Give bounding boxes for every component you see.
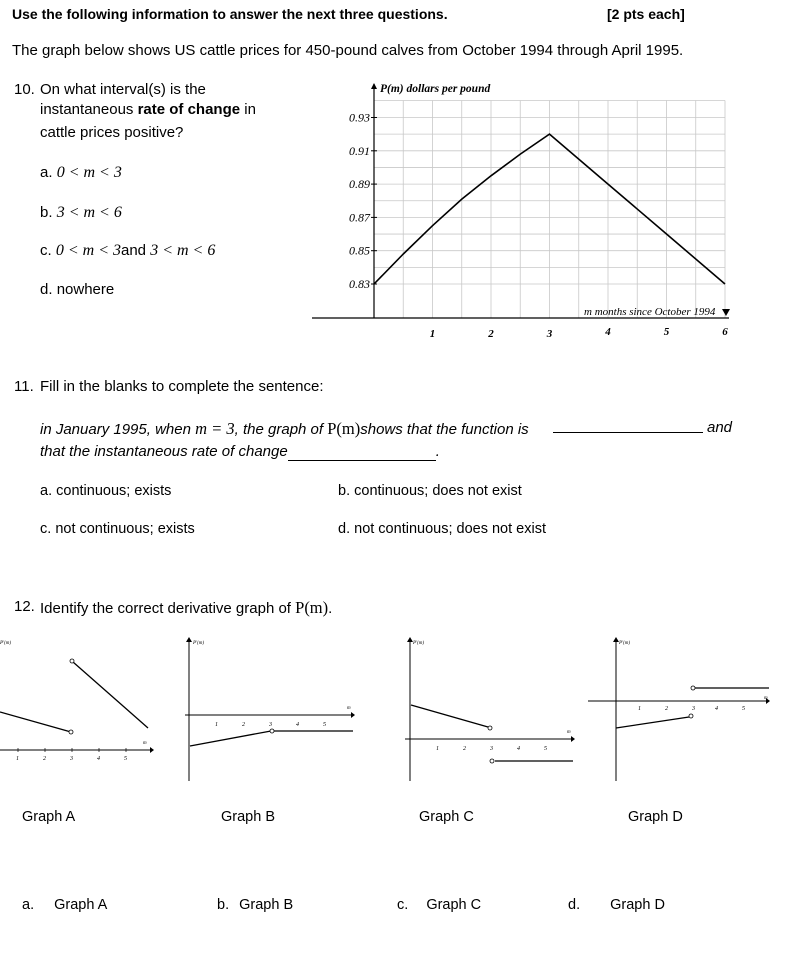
y-tick-label: 0.85: [349, 243, 370, 258]
option-letter: d.: [568, 897, 581, 913]
q10-number: 10.: [14, 81, 35, 98]
tick-5: 5: [544, 746, 547, 752]
q11-prompt: Fill in the blanks to complete the sentence:: [40, 378, 324, 395]
y-tick-label: 0.91: [349, 143, 370, 158]
segment-1: [616, 717, 689, 728]
option-math: 3 < m < 6: [56, 204, 122, 221]
q11-number: 11.: [14, 378, 34, 395]
graph-b[interactable]: [185, 636, 365, 786]
graph-b-x-label: m: [347, 706, 351, 711]
graph-a-label: Graph A: [22, 809, 76, 825]
tick-4: 4: [517, 746, 520, 752]
q12-number: 12.: [14, 598, 35, 615]
graph-b-y-label: P'(m): [193, 641, 205, 646]
graph-a[interactable]: [0, 636, 175, 786]
open-point: [70, 659, 74, 663]
open-point: [69, 730, 73, 734]
option-letter: d.: [338, 521, 351, 537]
segment-1: [411, 705, 488, 727]
tick-2: 2: [463, 746, 466, 752]
chart-grid: [374, 101, 725, 319]
q12-func: P(m): [295, 598, 329, 617]
q12-option-a[interactable]: [22, 897, 107, 913]
q10-line1: On what interval(s) is the: [40, 81, 206, 98]
option-text: Graph A: [54, 897, 108, 913]
q10-line3: cattle prices positive?: [40, 124, 184, 141]
q11-blank-1[interactable]: [553, 432, 703, 433]
option-letter: c.: [40, 521, 52, 537]
graph-b-label: Graph B: [221, 809, 275, 825]
tick-2: 2: [43, 756, 46, 762]
tick-1: 1: [638, 706, 641, 712]
tick-5: 5: [742, 706, 745, 712]
option-math: 0 < m < 3: [56, 164, 122, 181]
graph-c-label: Graph C: [419, 809, 474, 825]
option-text: continuous; exists: [56, 483, 172, 499]
q11-option-d[interactable]: [338, 521, 546, 537]
tick-4: 4: [97, 756, 100, 762]
cattle-price-chart: [300, 75, 750, 350]
option-text: Graph D: [610, 897, 665, 913]
intro-text: The graph below shows US cattle prices for 450-pound calves from October 1994 through April 1995.: [12, 42, 684, 59]
open-point: [488, 726, 492, 730]
points-label: [2 pts each]: [607, 6, 685, 22]
q10-option-c[interactable]: [40, 242, 215, 260]
graph-c-x-label: m: [567, 730, 571, 735]
q10-option-b[interactable]: [40, 204, 122, 222]
graph-d-label: Graph D: [628, 809, 683, 825]
x-axis-arrow: [571, 736, 575, 742]
option-letter: a.: [22, 897, 35, 913]
graph-d-y-label: P'(m): [619, 641, 631, 646]
instruction-heading: Use the following information to answer the next three questions.: [12, 6, 448, 22]
x-tick-label: 2: [488, 328, 494, 340]
q12-option-b[interactable]: [217, 897, 293, 913]
tick-4: 4: [715, 706, 718, 712]
q11-sentence-line2: [40, 443, 440, 461]
q10-line2-pre: instantaneous: [40, 101, 138, 118]
q10-option-d[interactable]: [40, 281, 114, 298]
x-tick-label: 3: [546, 328, 553, 340]
graph-a-x-label: m: [143, 741, 147, 746]
tick-2: 2: [242, 722, 245, 728]
option-letter: b.: [338, 483, 351, 499]
option-text: Graph C: [426, 897, 482, 913]
tick-3: 3: [269, 722, 272, 728]
q11-m-eq: m = 3: [195, 419, 235, 438]
tick-4: 4: [296, 722, 299, 728]
option-text: not continuous; exists: [55, 521, 195, 537]
y-axis-label: P(m) dollars per pound: [380, 83, 491, 95]
option-text: nowhere: [56, 281, 115, 298]
option-math-a: 0 < m < 3: [55, 242, 121, 259]
q12-prompt: Identify the correct derivative graph of: [40, 600, 296, 617]
q11-blank-2[interactable]: [288, 443, 436, 461]
q11-s3: shows that the function is: [360, 421, 529, 438]
q12-option-d[interactable]: [568, 897, 665, 913]
option-text: not continuous; does not exist: [354, 521, 546, 537]
option-letter: d.: [40, 281, 53, 298]
q11-s1: in January 1995, when: [40, 421, 196, 438]
q11-option-c[interactable]: [40, 521, 195, 537]
q11-p-of-m: P(m): [327, 419, 361, 438]
q11-and: and: [707, 419, 733, 436]
y-tick-label: 0.93: [349, 110, 370, 125]
x-axis-label: m months since October 1994: [584, 306, 716, 318]
open-point: [691, 686, 695, 690]
q12-prompt-line: [40, 598, 332, 618]
q11-s5: that the instantaneous rate of change: [40, 443, 288, 460]
x-tick-label: 6: [722, 326, 728, 338]
segment-2: [73, 662, 148, 728]
x-axis-arrow: [351, 712, 355, 718]
open-point: [490, 759, 494, 763]
q11-sentence-line1: [40, 419, 529, 439]
option-joiner: and: [121, 242, 147, 259]
q11-s2: , the graph of: [234, 421, 328, 438]
tick-3: 3: [70, 756, 73, 762]
graph-c[interactable]: [405, 636, 585, 786]
tick-5: 5: [323, 722, 326, 728]
q11-s6: .: [435, 443, 440, 460]
y-axis-arrow: [371, 83, 377, 89]
tick-3: 3: [692, 706, 695, 712]
x-tick-label: 4: [605, 326, 611, 338]
q11-option-b[interactable]: [338, 483, 522, 499]
q12-option-c[interactable]: [397, 897, 481, 913]
tick-2: 2: [665, 706, 668, 712]
graph-d[interactable]: [588, 636, 778, 786]
option-letter: c.: [397, 897, 409, 913]
x-axis-arrow: [150, 747, 154, 753]
y-axis-arrow: [186, 637, 192, 642]
option-letter: b.: [40, 204, 53, 221]
segment-1: [0, 712, 71, 732]
tick-1: 1: [436, 746, 439, 752]
x-tick-label: 1: [429, 328, 436, 340]
graph-a-y-label: P'(m): [0, 641, 12, 646]
y-tick-label: 0.83: [349, 277, 370, 291]
graph-c-y-label: P'(m): [413, 641, 425, 646]
y-tick-label: 0.87: [349, 210, 370, 225]
q11-option-a[interactable]: [40, 483, 171, 499]
option-text: Graph B: [239, 897, 294, 913]
tick-5: 5: [124, 756, 127, 762]
graph-d-x-label: m: [764, 696, 768, 701]
option-text: continuous; does not exist: [354, 483, 522, 499]
open-point: [689, 714, 693, 718]
tick-1: 1: [215, 722, 218, 728]
option-letter: a.: [40, 483, 53, 499]
option-math-b: 3 < m < 6: [150, 242, 216, 259]
option-letter: a.: [40, 164, 53, 181]
segment-1: [190, 731, 271, 746]
tick-1: 1: [16, 756, 19, 762]
q12-end: .: [328, 600, 333, 617]
x-axis-arrow: [722, 309, 730, 316]
option-letter: c.: [40, 242, 52, 259]
x-tick-label: 5: [663, 326, 670, 338]
q10-line2-bold: rate of change: [137, 101, 241, 118]
q10-line2: [40, 101, 256, 118]
tick-3: 3: [490, 746, 493, 752]
open-point: [270, 729, 274, 733]
y-tick-label: 0.89: [349, 177, 370, 192]
q10-line2-post: in: [240, 101, 256, 118]
q10-option-a[interactable]: [40, 164, 122, 182]
option-letter: b.: [217, 897, 230, 913]
